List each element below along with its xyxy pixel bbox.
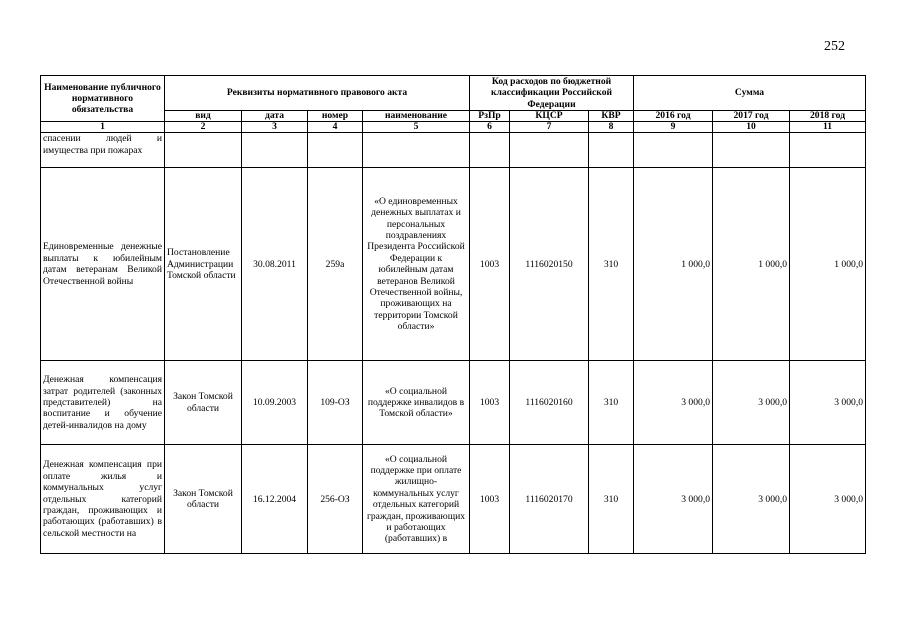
header-obligation: Наименование публичного нормативного обязательства [41,76,165,122]
table-row [41,168,866,361]
number-cell: 109-ОЗ [308,361,363,445]
column-number: 6 [470,122,510,133]
obligation-cell: спасении людей и имущества при пожарах [41,133,165,168]
column-number: 4 [308,122,363,133]
sum-2018-cell [790,133,866,168]
table-row [41,133,866,168]
sum-2018-cell: 1 000,0 [790,168,866,361]
column-number: 3 [242,122,308,133]
column-number: 10 [713,122,790,133]
obligation-cell: Денежная компенсация при оплате жилья и коммунальных услуг отдельных категорий граждан, проживающих и работающих (работавших) в сельской местности на [41,445,165,554]
kcsr-cell: 1116020160 [510,361,589,445]
column-number: 2 [165,122,242,133]
kvr-cell: 310 [589,168,634,361]
header-name: наименование [363,111,470,122]
sum-2018-cell: 3 000,0 [790,445,866,554]
sum-2017-cell: 3 000,0 [713,361,790,445]
act-name-cell: «О единовременных денежных выплатах и персональных поздравлениях Президента Российской Федерации к юбилейным датам ветеранов Великой Отечественной войны, проживающих на территории Томской области» [363,168,470,361]
budget-table [40,75,866,554]
kvr-cell: 310 [589,445,634,554]
kcsr-cell [510,133,589,168]
sum-2016-cell: 3 000,0 [634,361,713,445]
date-cell: 16.12.2004 [242,445,308,554]
table-row [41,445,866,554]
header-2016: 2016 год [634,111,713,122]
column-number: 11 [790,122,866,133]
type-cell: Закон Томской области [165,361,242,445]
obligation-cell: Единовременные денежные выплаты к юбилейным датам ветеранам Великой Отечественной войны [41,168,165,361]
column-number: 7 [510,122,589,133]
kvr-cell: 310 [589,361,634,445]
sum-2017-cell: 1 000,0 [713,168,790,361]
header-2018: 2018 год [790,111,866,122]
kcsr-cell: 1116020170 [510,445,589,554]
kvr-cell [589,133,634,168]
header-row-sub [41,111,866,122]
page-number: 252 [824,39,845,54]
column-number: 9 [634,122,713,133]
header-sum: Сумма [634,76,866,111]
header-act-requisites: Реквизиты нормативного правового акта [165,76,470,111]
rzpr-cell [470,133,510,168]
rzpr-cell: 1003 [470,445,510,554]
header-date: дата [242,111,308,122]
sum-2016-cell: 3 000,0 [634,445,713,554]
column-number-row [41,122,866,133]
header-type: вид [165,111,242,122]
number-cell: 259а [308,168,363,361]
number-cell: 256-ОЗ [308,445,363,554]
header-rzpr: РзПр [470,111,510,122]
date-cell: 30.08.2011 [242,168,308,361]
column-number: 8 [589,122,634,133]
header-number: номер [308,111,363,122]
kcsr-cell: 1116020150 [510,168,589,361]
obligation-cell: Денежная компенсация затрат родителей (законных представителей) на воспитание и обучение детей-инвалидов на дому [41,361,165,445]
rzpr-cell: 1003 [470,361,510,445]
number-cell [308,133,363,168]
type-cell: Закон Томской области [165,445,242,554]
column-number: 5 [363,122,470,133]
type-cell: Постановление Администрации Томской области [165,168,242,361]
header-2017: 2017 год [713,111,790,122]
act-name-cell [363,133,470,168]
column-number: 1 [41,122,165,133]
date-cell: 10.09.2003 [242,361,308,445]
sum-2017-cell: 3 000,0 [713,445,790,554]
table-row [41,361,866,445]
sum-2018-cell: 3 000,0 [790,361,866,445]
header-kcsr: КЦСР [510,111,589,122]
rzpr-cell: 1003 [470,168,510,361]
act-name-cell: «О социальной поддержке инвалидов в Томской области» [363,361,470,445]
sum-2016-cell [634,133,713,168]
header-budget-code: Код расходов по бюджетной классификации Российской Федерации [470,76,634,111]
sum-2017-cell [713,133,790,168]
header-row-top [41,76,866,111]
sum-2016-cell: 1 000,0 [634,168,713,361]
type-cell [165,133,242,168]
date-cell [242,133,308,168]
act-name-cell: «О социальной поддержке при оплате жилищно-коммунальных услуг отдельных категорий граждан, проживающих и работающих (работавших) в [363,445,470,554]
header-kvr: КВР [589,111,634,122]
